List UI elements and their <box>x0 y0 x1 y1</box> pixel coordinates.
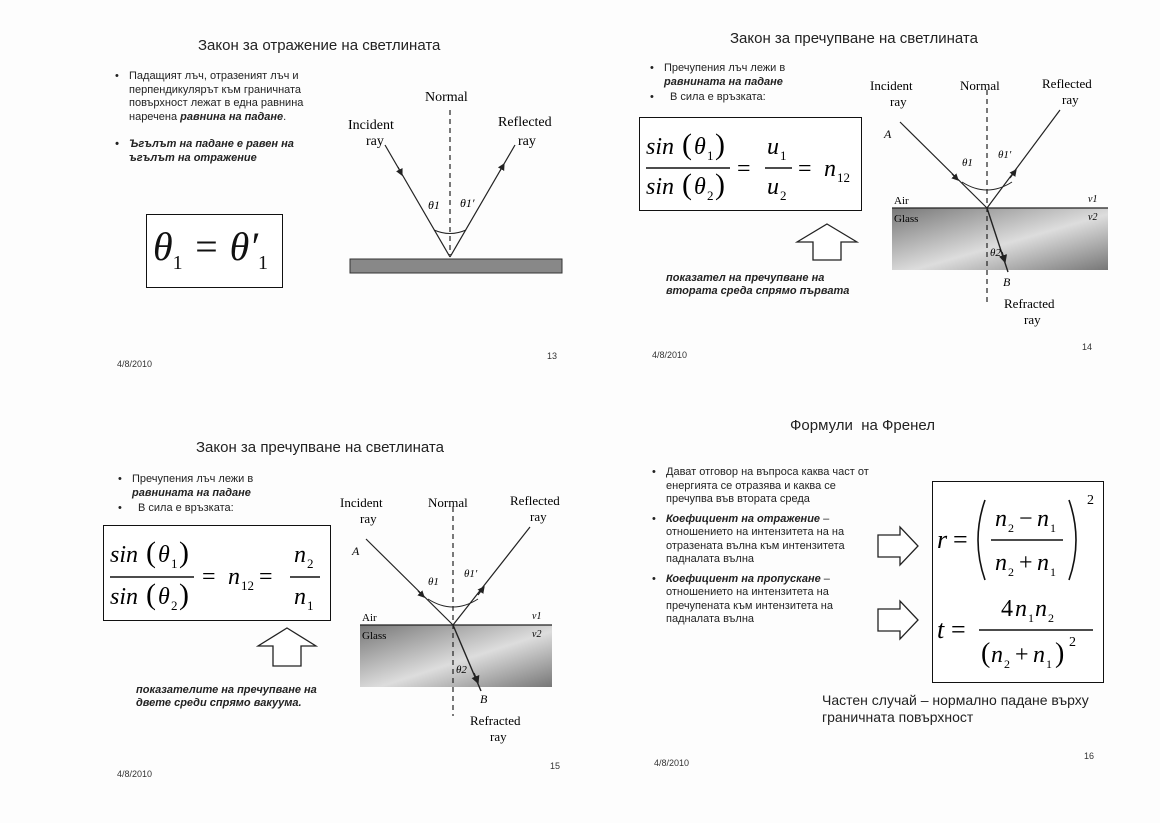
slide-13 <box>0 0 580 411</box>
bullet-list <box>650 62 830 111</box>
svg-text:=: = <box>259 564 273 590</box>
svg-text:sin: sin <box>646 174 675 200</box>
label-refracted: Refracted <box>470 713 521 728</box>
label-v1: v1 <box>532 611 542 622</box>
svg-text:n: n <box>294 584 306 610</box>
svg-text:1: 1 <box>780 148 787 163</box>
incident-ray <box>900 122 987 208</box>
label-A: A <box>884 127 892 141</box>
label-ray: ray <box>360 511 377 526</box>
label-normal: Normal <box>960 78 1000 93</box>
svg-text:12: 12 <box>241 578 254 593</box>
bullet-item <box>115 138 335 165</box>
svg-text:): ) <box>179 536 189 569</box>
label-theta1-prime: θ1′ <box>998 149 1012 161</box>
svg-text:n: n <box>824 156 836 182</box>
slide-date: 4/8/2010 <box>117 359 153 369</box>
svg-text:n: n <box>294 542 306 568</box>
slide-title: Закон за пречупване на светлината <box>730 30 978 47</box>
bullet-item <box>652 513 872 567</box>
svg-text:n: n <box>1033 642 1045 668</box>
svg-text:2: 2 <box>1087 493 1094 508</box>
svg-text:sin: sin <box>110 542 139 568</box>
svg-text:θ: θ <box>158 584 170 610</box>
svg-text:=: = <box>953 525 968 554</box>
svg-text:1: 1 <box>1028 611 1034 625</box>
glass-medium <box>892 208 1108 270</box>
label-ray-reflected: ray <box>530 509 547 524</box>
label-ray-refracted: ray <box>1024 312 1041 327</box>
bullet-item <box>652 466 872 507</box>
label-A: A <box>352 544 360 558</box>
label-air: Air <box>362 612 377 624</box>
label-ray-reflected: ray <box>1062 92 1079 107</box>
label-theta1-prime: θ1′ <box>464 568 478 580</box>
label-reflected: Reflected <box>510 493 560 508</box>
incident-ray <box>385 145 450 257</box>
bullet-list <box>115 70 335 171</box>
label-ray: ray <box>890 94 907 109</box>
bullet-emphasis: Коефициент на пропускане <box>666 572 821 585</box>
glass-medium <box>360 625 552 687</box>
bullet-text: Дават отговор на въпроса каква част от енергията се отразява и каква се пречупва във втората среда <box>666 466 869 505</box>
svg-text:(: ( <box>682 128 692 161</box>
svg-text:=: = <box>202 564 216 590</box>
svg-text:(: ( <box>981 638 991 669</box>
formula-t: t <box>937 615 945 644</box>
bullet-text: – отношението на интензитета на пречупената към интензитета на падналата вълна <box>666 572 833 625</box>
svg-text:n: n <box>1035 596 1047 622</box>
svg-text:+: + <box>1015 642 1029 668</box>
svg-text:1: 1 <box>1046 657 1052 671</box>
refraction-index-note: показателите на пречупване на двете среди спрямо вакуума. <box>136 684 317 709</box>
svg-text:+: + <box>1019 550 1033 576</box>
label-air: Air <box>894 195 909 207</box>
formula-box <box>639 117 862 211</box>
bullet-text: Пречупения лъч лежи в <box>664 62 786 74</box>
label-theta1: θ1 <box>428 576 439 588</box>
label-ray-reflected: ray <box>518 134 536 149</box>
slide-date: 4/8/2010 <box>117 769 153 779</box>
label-glass: Glass <box>894 213 919 225</box>
reflecting-surface <box>350 259 562 273</box>
svg-text:2: 2 <box>1048 611 1054 625</box>
label-theta2: θ2 <box>456 664 467 676</box>
label-ray: ray <box>366 134 384 149</box>
svg-text:12: 12 <box>837 170 850 185</box>
label-normal: Normal <box>425 90 468 105</box>
svg-text:1: 1 <box>1050 565 1056 579</box>
bullet-item <box>652 573 872 627</box>
slide-14 <box>580 0 1160 411</box>
svg-text:): ) <box>715 128 725 161</box>
svg-text:n: n <box>995 550 1007 576</box>
label-incident: Incident <box>870 78 913 93</box>
svg-text:4: 4 <box>1001 596 1013 622</box>
label-refracted: Refracted <box>1004 296 1055 311</box>
formula-r: r <box>937 525 948 554</box>
svg-text:=: = <box>737 156 751 182</box>
svg-text:2: 2 <box>707 188 714 203</box>
svg-text:1: 1 <box>171 556 178 571</box>
slide-title: Формули на Френел <box>790 417 935 434</box>
svg-text:2: 2 <box>1069 635 1076 650</box>
svg-text:sin: sin <box>110 584 139 610</box>
bullet-text: – отношението на интензитета на на отразената вълна към интензитета падналата вълна <box>666 512 845 565</box>
svg-text:1: 1 <box>307 598 314 613</box>
svg-text:2: 2 <box>1008 565 1014 579</box>
svg-text:n: n <box>228 564 240 590</box>
svg-text:u: u <box>767 134 779 160</box>
bullet-item <box>650 62 830 89</box>
slide-number: 14 <box>1082 342 1093 352</box>
refraction-diagram <box>338 491 578 751</box>
label-v1: v1 <box>1088 194 1098 205</box>
incident-ray <box>366 539 453 625</box>
right-arrow-icon <box>876 525 920 567</box>
up-arrow-icon <box>795 222 859 262</box>
bullet-text: Ъгълът на падане е равен на ъгълът на отражение <box>129 138 294 164</box>
svg-text:2: 2 <box>307 556 314 571</box>
svg-text:): ) <box>715 168 725 201</box>
label-theta2: θ2 <box>990 247 1001 259</box>
slide-number: 13 <box>547 351 558 361</box>
label-reflected: Reflected <box>498 115 552 130</box>
bullet-item <box>118 502 318 516</box>
svg-text:=: = <box>798 156 812 182</box>
label-v2: v2 <box>532 629 542 640</box>
label-B: B <box>1003 275 1011 289</box>
bullet-emphasis: равнината на падане <box>664 75 783 88</box>
label-reflected: Reflected <box>1042 76 1092 91</box>
label-glass: Glass <box>362 630 387 642</box>
bullet-emphasis: равнина на падане <box>180 110 284 123</box>
svg-text:θ: θ <box>694 134 706 160</box>
sin-theta1: sin <box>646 134 675 160</box>
bullet-item <box>118 473 318 500</box>
formula: $\theta_1 = \theta'_1$ <box>153 224 269 274</box>
slide-16 <box>580 411 1160 822</box>
snell-formula <box>640 118 861 210</box>
svg-text:2: 2 <box>1004 657 1010 671</box>
refraction-index-note: показател на пречупване на втората среда спрямо първата <box>666 272 850 297</box>
svg-text:): ) <box>179 578 189 611</box>
label-theta1-prime: θ1′ <box>460 196 475 210</box>
slide-15 <box>0 411 580 822</box>
svg-text:−: − <box>1019 506 1033 532</box>
bullet-text: В сила е връзката: <box>670 91 766 103</box>
bullet-emphasis: Коефициент на отражение <box>666 512 821 525</box>
label-ray-refracted: ray <box>490 729 507 744</box>
svg-text:θ: θ <box>694 174 706 200</box>
bullet-list <box>118 473 318 522</box>
bullet-punct: . <box>283 110 287 123</box>
bullet-item <box>650 91 830 105</box>
refraction-diagram <box>870 72 1120 332</box>
label-B: B <box>480 692 488 706</box>
svg-text:): ) <box>1055 638 1065 669</box>
svg-text:θ: θ <box>158 542 170 568</box>
svg-text:n: n <box>1015 596 1027 622</box>
label-incident: Incident <box>340 495 383 510</box>
svg-text:2: 2 <box>171 598 178 613</box>
label-normal: Normal <box>428 495 468 510</box>
right-arrow-icon <box>876 599 920 641</box>
svg-text:1: 1 <box>707 148 714 163</box>
label-theta1: θ1 <box>428 198 440 212</box>
label-incident: Incident <box>348 118 394 133</box>
reflection-diagram <box>340 85 570 280</box>
svg-text:n: n <box>991 642 1003 668</box>
slide-number: 15 <box>550 761 561 771</box>
formula-box <box>146 214 283 288</box>
slide-number: 16 <box>1084 751 1095 761</box>
bullet-text: Пречупения лъч лежи в <box>132 473 254 485</box>
label-theta1: θ1 <box>962 157 973 169</box>
normal-incidence-caption: Частен случай – нормално падане върху граничната повърхност <box>822 692 1089 725</box>
svg-text:2: 2 <box>780 188 787 203</box>
label-v2: v2 <box>1088 212 1098 223</box>
svg-text:1: 1 <box>1050 521 1056 535</box>
svg-text:n: n <box>1037 550 1049 576</box>
slide-date: 4/8/2010 <box>654 758 690 768</box>
fresnel-formulas <box>933 482 1103 682</box>
bullet-emphasis: равнината на падане <box>132 486 251 499</box>
bullet-text: Падащият лъч, отразеният лъч и перпендикулярът към граничната повърхност лежат в една равнина наречена <box>129 70 304 123</box>
slide-title: Закон за пречупване на светлината <box>196 439 444 456</box>
bullet-text: В сила е връзката: <box>138 502 234 514</box>
svg-text:(: ( <box>146 578 156 611</box>
svg-text:=: = <box>951 615 966 644</box>
svg-text:n: n <box>995 506 1007 532</box>
formula-box <box>103 525 331 621</box>
up-arrow-icon <box>256 626 318 668</box>
svg-text:2: 2 <box>1008 521 1014 535</box>
svg-text:(: ( <box>682 168 692 201</box>
snell-index-formula <box>104 526 330 620</box>
bullet-list <box>652 466 872 633</box>
svg-text:u: u <box>767 174 779 200</box>
fresnel-formula-box <box>932 481 1104 683</box>
svg-text:n: n <box>1037 506 1049 532</box>
slide-title: Закон за отражение на светлината <box>198 37 441 54</box>
bullet-item <box>115 70 335 124</box>
svg-text:(: ( <box>146 536 156 569</box>
slide-date: 4/8/2010 <box>652 350 688 360</box>
